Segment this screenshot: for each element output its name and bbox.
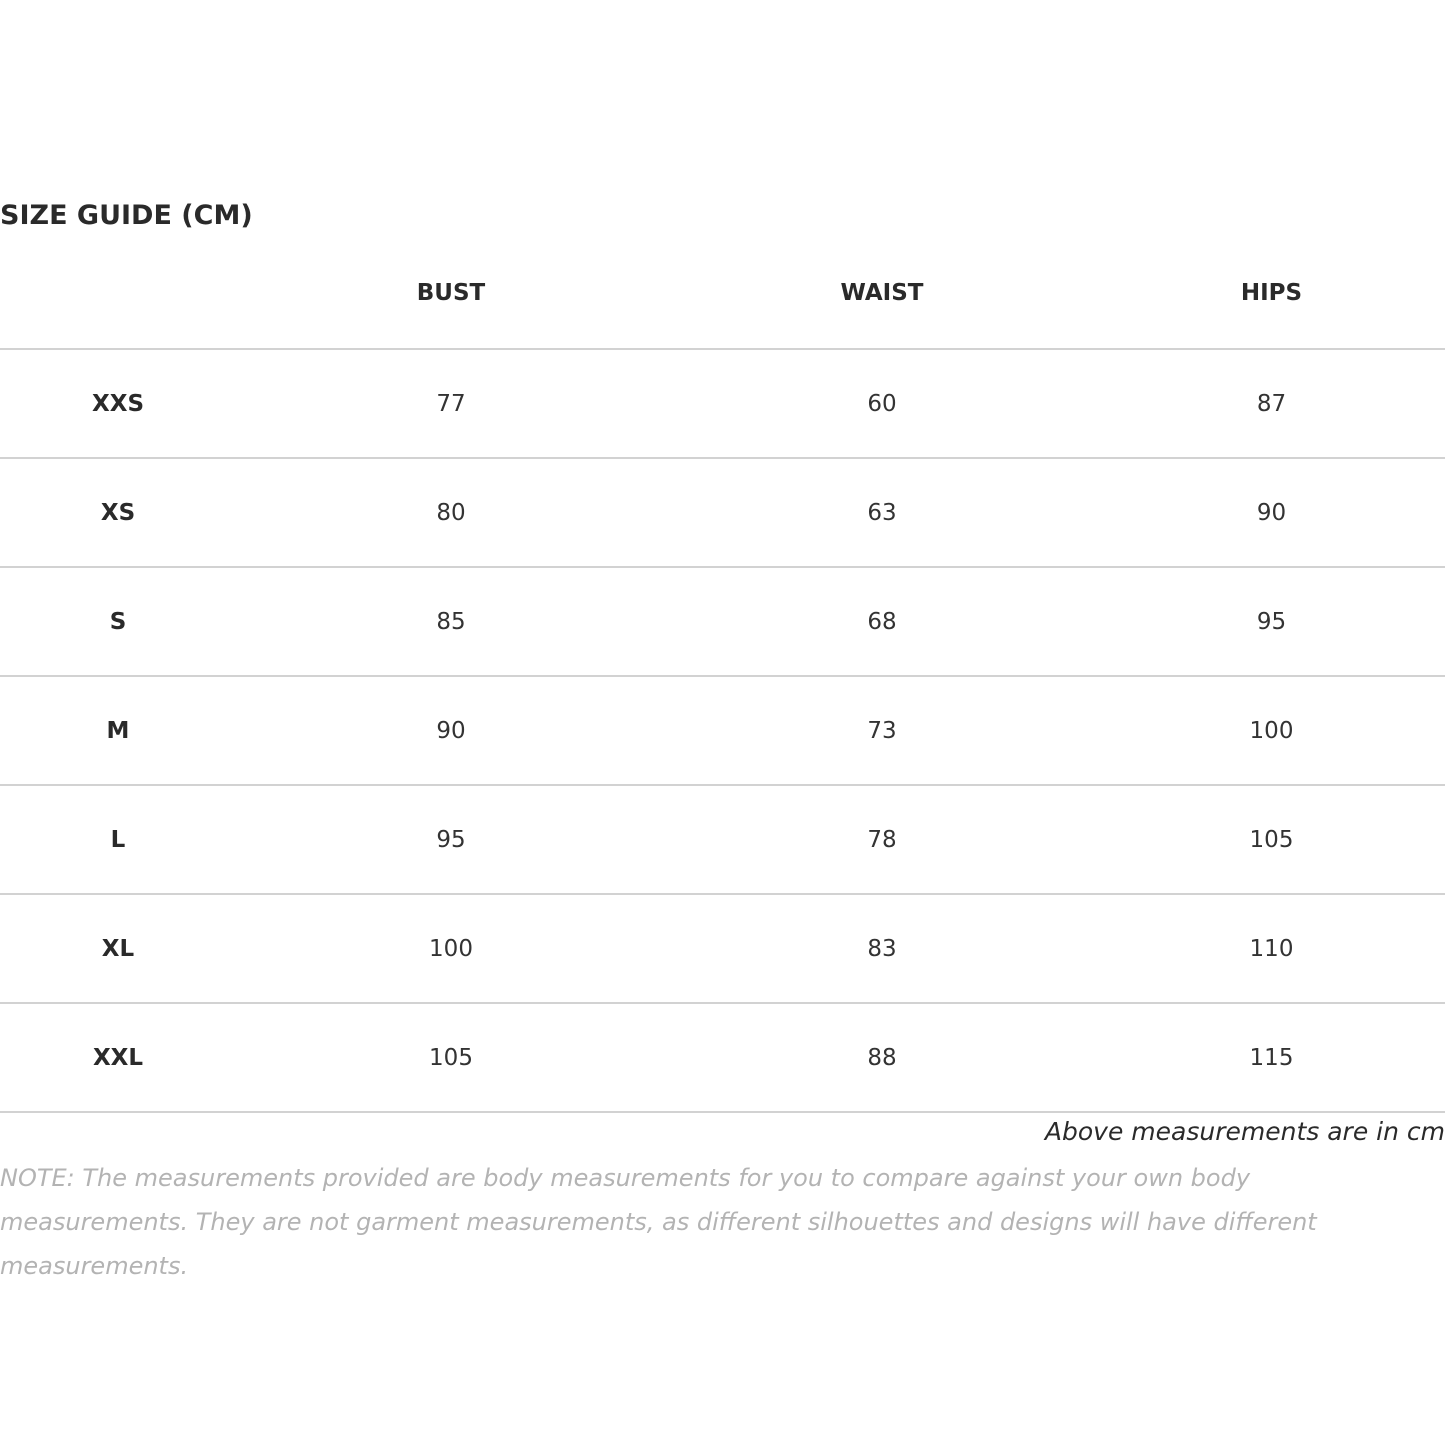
waist-value: 60 [666,349,1098,458]
table-row [0,567,1445,676]
size-label: S [0,567,236,676]
table-row [0,785,1445,894]
bust-value: 85 [236,567,666,676]
hips-value: 105 [1098,785,1445,894]
size-label: XL [0,894,236,1003]
size-label: M [0,676,236,785]
waist-value: 63 [666,458,1098,567]
header-hips: HIPS [1098,238,1445,349]
header-bust: BUST [236,238,666,349]
bust-value: 95 [236,785,666,894]
table-row [0,676,1445,785]
waist-value: 88 [666,1003,1098,1112]
bust-value: 100 [236,894,666,1003]
bust-value: 80 [236,458,666,567]
bust-value: 105 [236,1003,666,1112]
hips-value: 95 [1098,567,1445,676]
size-label: XXL [0,1003,236,1112]
waist-value: 83 [666,894,1098,1003]
table-row [0,1003,1445,1112]
table-header-row [0,238,1445,349]
bust-value: 77 [236,349,666,458]
header-waist: WAIST [666,238,1098,349]
waist-value: 73 [666,676,1098,785]
page-title: SIZE GUIDE (CM) [0,200,253,231]
size-table [0,238,1445,1113]
size-label: XS [0,458,236,567]
waist-value: 78 [666,785,1098,894]
header-size [0,238,236,349]
table-row [0,894,1445,1003]
waist-value: 68 [666,567,1098,676]
size-label: L [0,785,236,894]
hips-value: 87 [1098,349,1445,458]
hips-value: 100 [1098,676,1445,785]
hips-value: 110 [1098,894,1445,1003]
size-label: XXS [0,349,236,458]
measurement-note: NOTE: The measurements provided are body measurements for you to compare against your own body measurements. They are not garment measurements, as different silhouettes and designs will have different measurements. [0,1164,1317,1280]
hips-value: 90 [1098,458,1445,567]
unit-note: Above measurements are in cm [1044,1117,1445,1146]
hips-value: 115 [1098,1003,1445,1112]
bust-value: 90 [236,676,666,785]
table-row [0,458,1445,567]
table-row [0,349,1445,458]
